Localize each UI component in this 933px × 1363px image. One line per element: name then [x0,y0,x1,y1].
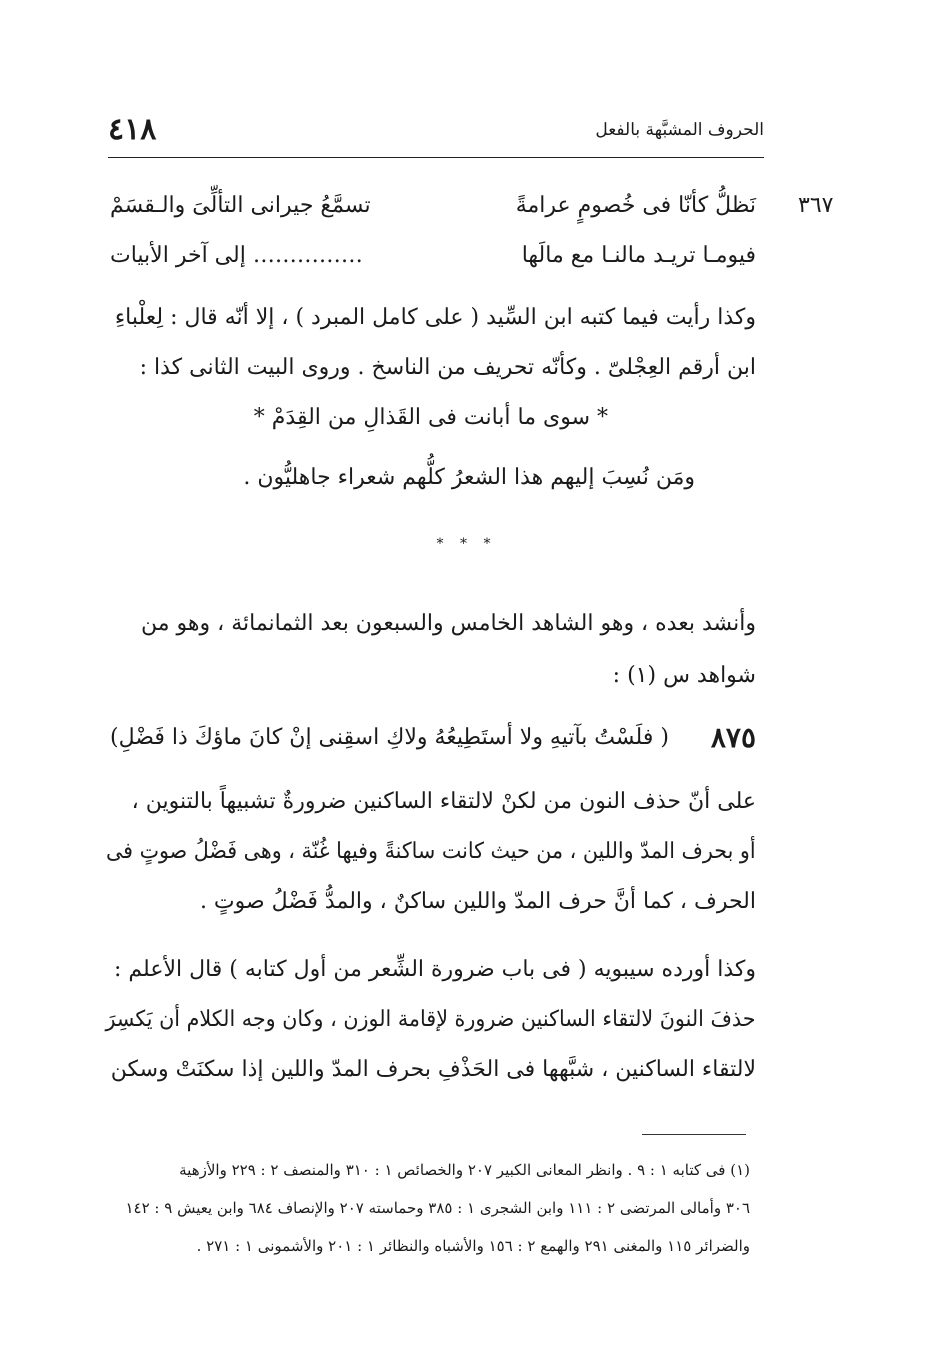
footnote-rule [642,1134,746,1135]
para4-line2: حذفَ النونَ لالتقاء الساكنين ضرورة لإقامة الوزن ، وكان وجه الكلام أن يَكسِرَ [105,1007,756,1032]
para3-line1: على أنّ حذف النون من لكنْ لالتقاء الساكنين ضرورةٌ تشبيهاً بالتنوين ، [131,789,756,814]
section-separator: * * * [436,536,497,552]
para1-line4: ومَن نُسِبَ إليهم هذا الشعرُ كلُّهم شعراء جاهليُّون . [243,465,695,490]
verse-line2-hemistich2: …………… إلى آخر الأبيات [110,243,363,268]
running-title: الحروف المشبَّهة بالفعل [595,120,764,140]
verse-line1-hemistich2: تسمَّعُ جيرانى التألِّىَ والـقسَمْ [110,193,371,218]
verse-line2-hemistich1: فيومـا تريـد مالنـا مع مالَها [521,243,756,268]
para4-line3: لالتقاء الساكنين ، شبَّهها فى الحَذْفِ بحرف المدّ واللين إذا سكنَتْ وسكن [110,1057,756,1082]
verse-875-number: ٨٧٥ [710,721,756,754]
footnote-line3: والضرائر ١١٥ والمغنى ٢٩١ والهمع ٢ : ١٥٦ والأشباه والنظائر ١ : ٢٠١ والأشمونى ١ : ٢٧١ . [196,1237,750,1255]
para2-line1: وأنشد بعده ، وهو الشاهد الخامس والسبعون بعد الثمانمائة ، وهو من [141,611,756,636]
page-header [108,112,764,152]
verse-line1-hemistich1: نَظلُّ كأنّا فى خُصومٍ عرامةً [515,193,756,218]
footnote-line2: ٣٠٦ وأمالى المرتضى ٢ : ١١١ وابن الشجرى ١ : ٣٨٥ وحماسته ٢٠٧ والإنصاف ٦٨٤ وابن يعيش ٩ : ١٤٢ [125,1199,750,1217]
para3-line3: الحرف ، كما أنَّ حرف المدّ واللين ساكنٌ ، والمدُّ فَضْلُ صوتٍ . [199,889,756,914]
footnote-line1: (١) فى كتابه ١ : ٩ . وانظر المعانى الكبير ٢٠٧ والخصائص ١ : ٣١٠ والمنصف ٢ : ٢٢٩ والأزهية [179,1161,750,1179]
header-rule [108,157,764,158]
para1-line2: ابن أرقم العِجْلىّ . وكأنّه تحريف من الناسخ . وروى البيت الثانى كذا : [139,355,756,380]
para1-quoted-hemistich: * سوى ما أبانت فى القَذالِ من القِدَمْ * [253,405,608,430]
para3-line2: أو بحرف المدّ واللين ، من حيث كانت ساكنةً وفيها غُنّة ، وهى فَضْلُ صوتٍ فى [106,839,756,864]
verse-875-text: ( فلَسْتُ بآتيهِ ولا أستَطِيعُهُ ولاكِ اسقِنى إنْ كانَ ماؤكَ ذا فَضْلِ) [110,725,669,750]
verse-number: ٣٦٧ [798,193,834,218]
para2-line2: شواهد س (١) : [612,663,756,688]
page-number: ٤١٨ [108,112,157,147]
para1-line1: وكذا رأيت فيما كتبه ابن السِّيد ( على كامل المبرد ) ، إلا أنّه قال : لِعلْباءِ [114,305,756,330]
para4-line1: وكذا أورده سيبويه ( فى باب ضرورة الشِّعر من أول كتابه ) قال الأعلم : [114,957,756,982]
